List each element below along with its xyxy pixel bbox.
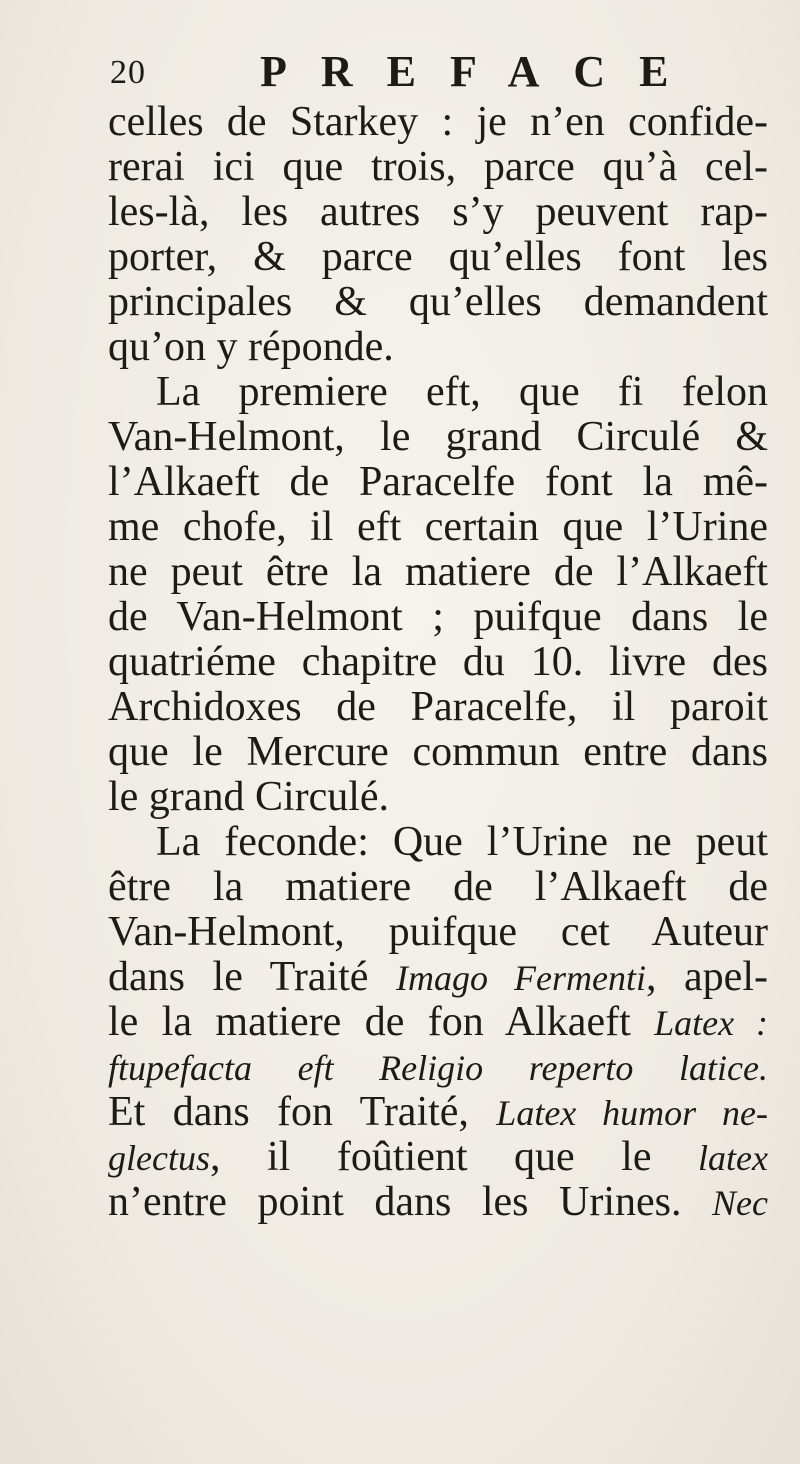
text-line	[108, 685, 768, 730]
text-segment: n’entre point dans les Urines.	[108, 1179, 713, 1225]
text-line	[108, 775, 768, 820]
page-header	[110, 46, 750, 106]
text-line	[108, 1000, 768, 1045]
text-segment: , apel-	[645, 954, 768, 1000]
text-line	[108, 595, 768, 640]
body-text	[108, 100, 768, 1225]
text-segment: me chofe, il eft certain que l’Urine	[108, 504, 768, 550]
text-line	[108, 190, 768, 235]
italic-text-segment: Nec	[712, 1183, 768, 1223]
text-segment: celles de Starkey : je n’en confide-	[108, 99, 768, 145]
text-segment: dans le Traité	[108, 954, 396, 1000]
text-line	[108, 640, 768, 685]
italic-text-segment: Latex :	[654, 1003, 768, 1043]
text-segment: Archidoxes de Paracelfe, il paroit	[108, 684, 768, 730]
running-title: PREFACE	[260, 47, 703, 96]
text-segment: le grand Circulé.	[108, 774, 390, 820]
italic-text-segment: Imago Fermenti	[395, 958, 646, 998]
text-line	[108, 370, 768, 415]
text-segment: , il foûtient que le	[209, 1134, 699, 1180]
text-segment: être la matiere de l’Alkaeft de	[108, 864, 768, 910]
text-segment: l’Alkaeft de Paracelfe font la mê-	[108, 459, 768, 505]
text-segment: principales & qu’elles demandent	[108, 279, 768, 325]
text-line	[108, 1090, 768, 1135]
italic-text-segment: glectus	[108, 1138, 210, 1178]
text-line	[108, 730, 768, 775]
text-segment: quatriéme chapitre du 10. livre des	[108, 639, 768, 685]
text-segment: rerai ici que trois, parce qu’à cel-	[108, 144, 768, 190]
text-segment: La premiere eft, que fi felon	[156, 369, 768, 415]
text-line	[108, 505, 768, 550]
text-line	[108, 100, 768, 145]
page-number: 20	[110, 54, 146, 91]
text-segment: Et dans fon Traité,	[108, 1089, 497, 1135]
text-line	[108, 280, 768, 325]
italic-text-segment: Latex humor ne-	[496, 1093, 768, 1133]
text-line	[108, 325, 768, 370]
text-line	[108, 460, 768, 505]
text-line	[108, 235, 768, 280]
text-line	[108, 415, 768, 460]
text-segment: porter, & parce qu’elles font les	[108, 234, 768, 280]
text-line	[108, 1045, 768, 1090]
text-segment: de Van-Helmont ; puifque dans le	[108, 594, 768, 640]
text-line	[108, 1135, 768, 1180]
text-line	[108, 865, 768, 910]
text-segment: ne peut être la matiere de l’Alkaeft	[108, 549, 768, 595]
text-segment: le la matiere de fon Alkaeft	[108, 999, 655, 1045]
italic-text-segment: ftupefacta eft Religio reperto latice.	[108, 1048, 768, 1088]
text-segment: que le Mercure commun entre dans	[108, 729, 768, 775]
text-segment: Van-Helmont, le grand Circulé &	[108, 414, 768, 460]
text-segment: La feconde: Que l’Urine ne peut	[156, 819, 768, 865]
text-line	[108, 955, 768, 1000]
text-line	[108, 910, 768, 955]
italic-text-segment: latex	[698, 1138, 768, 1178]
text-line	[108, 550, 768, 595]
text-segment: Van-Helmont, puifque cet Auteur	[108, 909, 768, 955]
text-segment: les-là, les autres s’y peuvent rap-	[108, 189, 768, 235]
text-line	[108, 145, 768, 190]
text-segment: qu’on y réponde.	[108, 324, 394, 370]
text-line	[108, 1180, 768, 1225]
text-line	[108, 820, 768, 865]
